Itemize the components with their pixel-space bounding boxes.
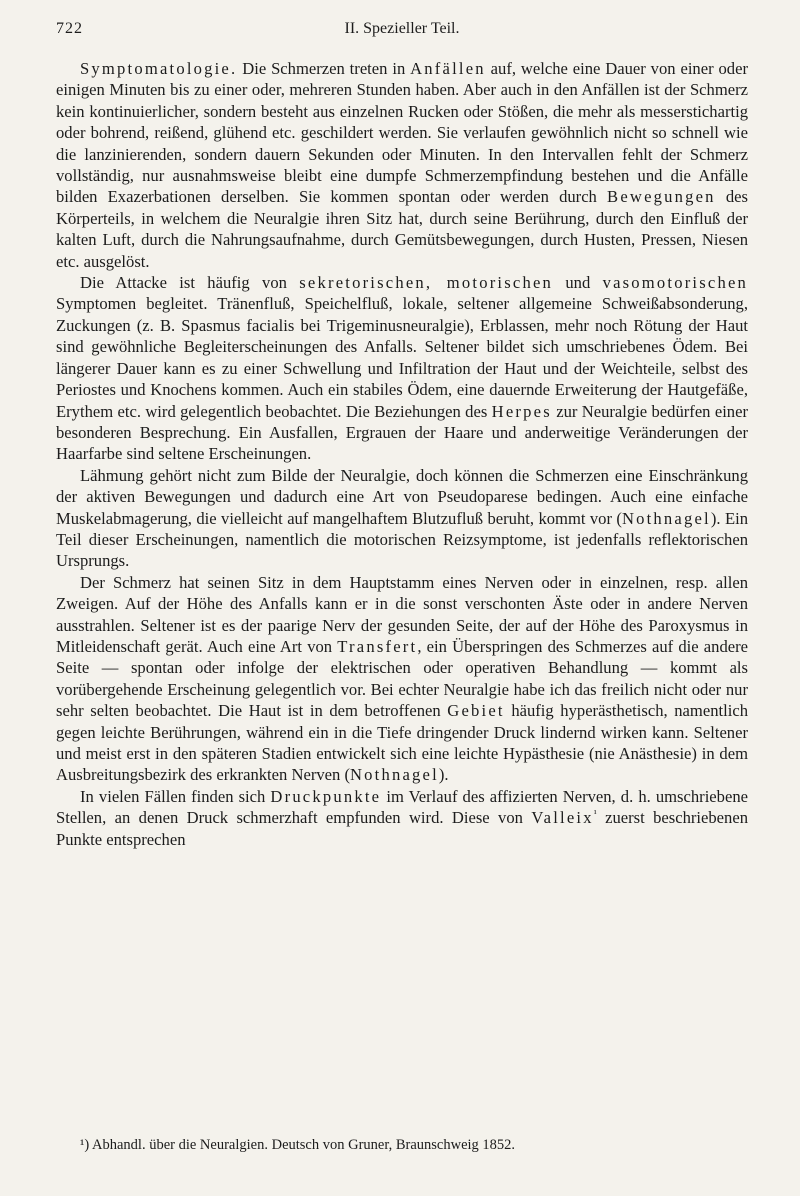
text-run: Die Attacke ist häufig von	[80, 273, 300, 293]
emphasized-term: Bewegungen	[607, 187, 716, 207]
page-header	[56, 20, 748, 48]
emphasized-term: Anfällen	[410, 59, 486, 78]
paragraph	[56, 465, 748, 572]
text-run: In vielen Fällen finden sich	[80, 786, 271, 806]
footnote-text: Abhandl. über die Neuralgien. Deutsch von Gruner, Braunschweig 1852.	[92, 1137, 516, 1153]
page-number: 722	[56, 20, 83, 37]
text-run: Die Schmerzen treten in	[237, 59, 411, 78]
text-run: ).	[438, 765, 449, 785]
footnote-ref: ¹	[593, 808, 597, 820]
text-run: zur Neuralgie bedürfen einer besonderen Besprechung. Ein Ausfallen, Ergrauen der Haare und anderweitige Veränderungen der Haarfarbe sind seltene Erscheinungen.	[56, 401, 748, 464]
running-head: II. Spezieller Teil.	[344, 20, 460, 37]
emphasized-term: Nothnagel	[621, 508, 711, 528]
emphasized-term: sekretorischen, motorischen	[299, 273, 554, 293]
emphasized-term: Valleix	[531, 808, 594, 828]
text-run: häufig hyperästhetisch, namentlich gegen leichte Berührungen, während ein in die Tiefe dringender Druck lindernd wirken kann. Seltener und meist erst in den späteren Stadien entwickelt sich eine leichte Hypästhesie (nie Anästhesie) in dem Ausbreitungsbezirk des erkrankten Nerven (	[56, 701, 748, 785]
text-run: auf, welche eine Dauer von einer oder einigen Minuten bis zu einer oder, mehreren Stunden haben. Aber auch in den Anfällen ist der Schmerz kein kontinuierlicher, sondern besteht aus einzelnen Rucken oder Stößen, die mehr als messerstichartig oder bohrend, reißend, glühend etc. geschildert werden. Sie verlaufen gewöhnlich nicht so schnell wie die lanzinierenden, sondern dauern Sekunden oder Minuten. In den Intervallen fehlt der Schmerz vollständig, nur ausnahmsweise bleibt eine dumpfe Schmerzempfindung bestehen und die Anfälle bilden Exazerbationen derselben. Sie kommen spontan oder werden durch	[56, 59, 748, 207]
emphasized-term: vasomotorischen	[602, 273, 749, 293]
text-run: Der Schmerz hat seinen Sitz in dem Hauptstamm eines Nerven oder in einzelnen, resp. allen Zweigen. Auf der Höhe des Anfalls kann er in die sonst verschonten Äste oder in andere Nerven ausstrahlen. Seltener ist es der paarige Nerv der gesunden Seite, der auf der Höhe des Paroxysmus in Mitleidenschaft gerät. Auch eine Art von	[56, 572, 748, 656]
emphasized-term: Transfert	[337, 636, 418, 656]
paragraph	[56, 572, 748, 786]
text-run: Lähmung gehört nicht zum Bilde der Neuralgie, doch können die Schmerzen eine Einschränkung der aktiven Bewegungen und dadurch eine Art von Pseudoparese bedingen. Auch eine einfache Muskelabmagerung, die vielleicht auf mangelhaftem Blutzufluß beruht, kommt vor (	[56, 465, 748, 528]
emphasized-term: Herpes	[491, 401, 552, 421]
emphasized-term: Gebiet	[447, 701, 505, 721]
text-run: ). Ein Teil dieser Erscheinungen, namentlich die motorischen Reizsymptome, ist jedenfalls reflektorischen Ursprungs.	[56, 508, 748, 571]
text-run: und	[553, 273, 603, 293]
paragraph	[56, 58, 748, 272]
emphasized-term: Druckpunkte	[270, 786, 382, 806]
emphasized-term: Nothnagel	[349, 765, 439, 785]
body-text	[56, 58, 748, 850]
paragraph	[56, 786, 748, 850]
footnote-marker: ¹)	[80, 1137, 90, 1153]
text-run: Symptomen begleitet. Tränenfluß, Speichelfluß, lokale, seltener allgemeine Schweißabsonderung, Zuckungen (z. B. Spasmus facialis bei Trigeminusneuralgie), Erblassen, mehr noch Rötung der Haut sind gewöhnliche Begleiterscheinungen des Anfalls. Seltener bildet sich umschriebenes Ödem. Bei längerer Dauer kann es zu einer Schwellung und Infiltration der Haut und der Weichteile, selbst des Periostes und Knochens kommen. Auch ein stabiles Ödem, eine dauernde Erweiterung der Hautgefäße, Erythem etc. wird gelegentlich beobachtet. Die Beziehungen des	[56, 294, 748, 421]
paragraph	[56, 272, 748, 465]
text-run: im Verlauf des affizierten Nerven, d. h. umschriebene Stellen, an denen Druck schmerzhaft empfunden wird. Diese von	[56, 786, 748, 828]
text-run: , ein Überspringen des Schmerzes auf die andere Seite — spontan oder infolge der elektrischen oder operativen Behandlung — kommt als vorübergehende Erscheinung gelegentlich vor. Bei echter Neuralgie habe ich das freilich nicht oder nur sehr selten beobachtet. Die Haut ist in dem betroffenen	[56, 636, 748, 721]
text-run: zuerst beschriebenen Punkte entsprechen	[56, 808, 748, 849]
text-run: des Körperteils, in welchem die Neuralgie ihren Sitz hat, durch seine Berührung, durch den Einfluß der kalten Luft, durch die Nahrungsaufnahme, durch Gemütsbewegungen, durch Husten, Pressen, Niesen etc. ausgelöst.	[56, 187, 748, 271]
footnote	[56, 1136, 748, 1155]
emphasized-term: Symptomatologie.	[80, 59, 238, 78]
